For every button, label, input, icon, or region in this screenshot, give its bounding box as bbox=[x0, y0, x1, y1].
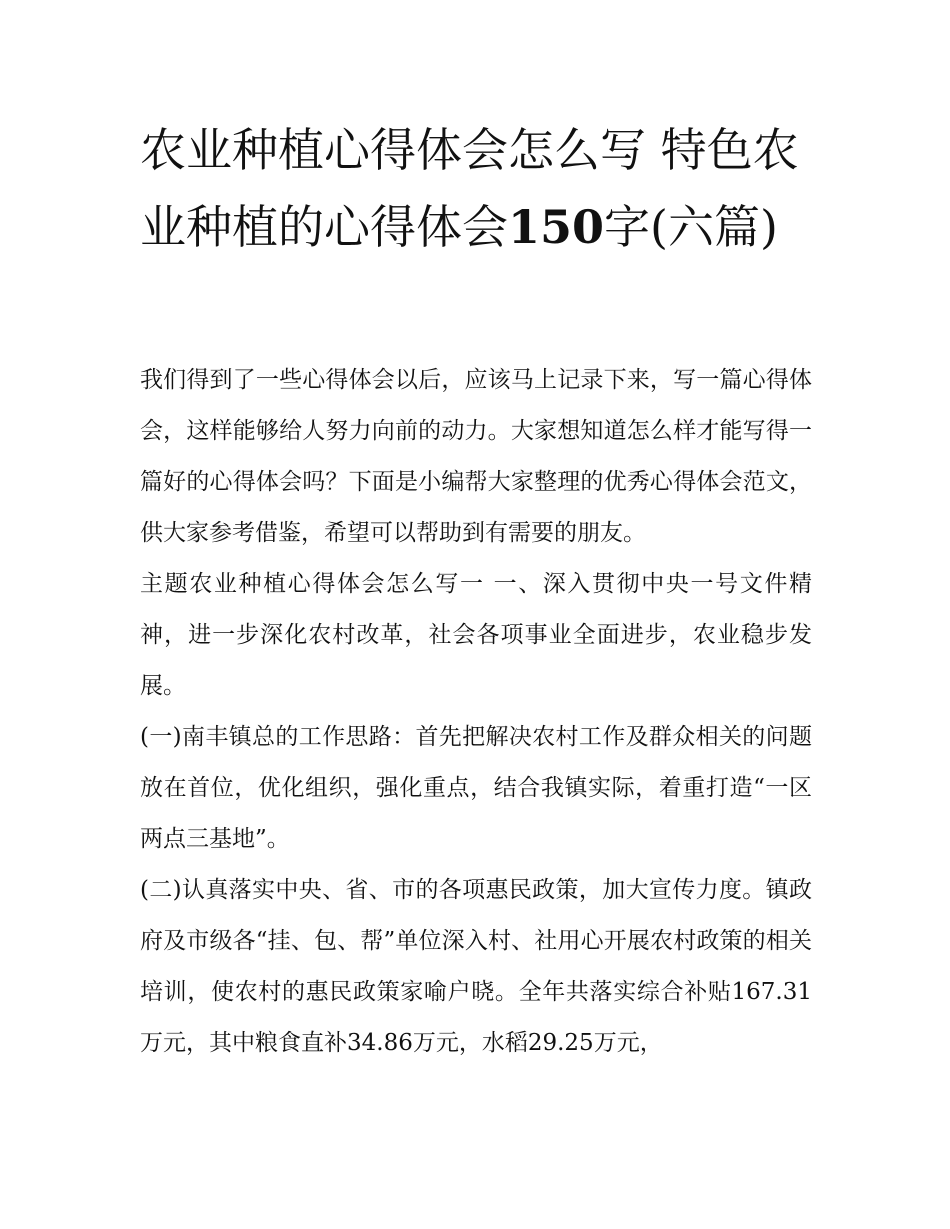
title-suffix: 字(六篇) bbox=[604, 200, 778, 254]
paragraph-theme: 主题农业种植心得体会怎么写一 一、深入贯彻中央一号文件精神，进一步深化农村改革，社会各项事业全面进步，农业稳步发展。 bbox=[140, 571, 812, 699]
paragraph-intro: 我们得到了一些心得体会以后，应该马上记录下来，写一篇心得体会，这样能够给人努力向前的动力。大家想知道怎么样才能写得一篇好的心得体会吗？下面是小编帮大家整理的优秀心得体会范文，供大家参考借鉴，希望可以帮助到有需要的朋友。 bbox=[140, 367, 812, 546]
paragraph-item-1: (一)南丰镇总的工作思路：首先把解决农村工作及群众相关的问题放在首位，优化组织，强化重点，结合我镇实际，着重打造“一区两点三基地”。 bbox=[140, 724, 812, 852]
document-title bbox=[140, 112, 820, 266]
title-number: 150 bbox=[508, 200, 605, 254]
document-body bbox=[140, 355, 812, 1069]
paragraph-item-2: (二)认真落实中央、省、市的各项惠民政策，加大宣传力度。镇政府及市级各“挂、包、帮”单位深入村、社用心开展农村政策的相关培训，使农村的惠民政策家喻户晓。全年共落实综合补贴167.31万元，其中粮食直补34.86万元，水稻29.25万元， bbox=[140, 877, 812, 1056]
title-text: 农业种植心得体会怎么写 特色农业种植的心得体会 bbox=[140, 123, 799, 254]
